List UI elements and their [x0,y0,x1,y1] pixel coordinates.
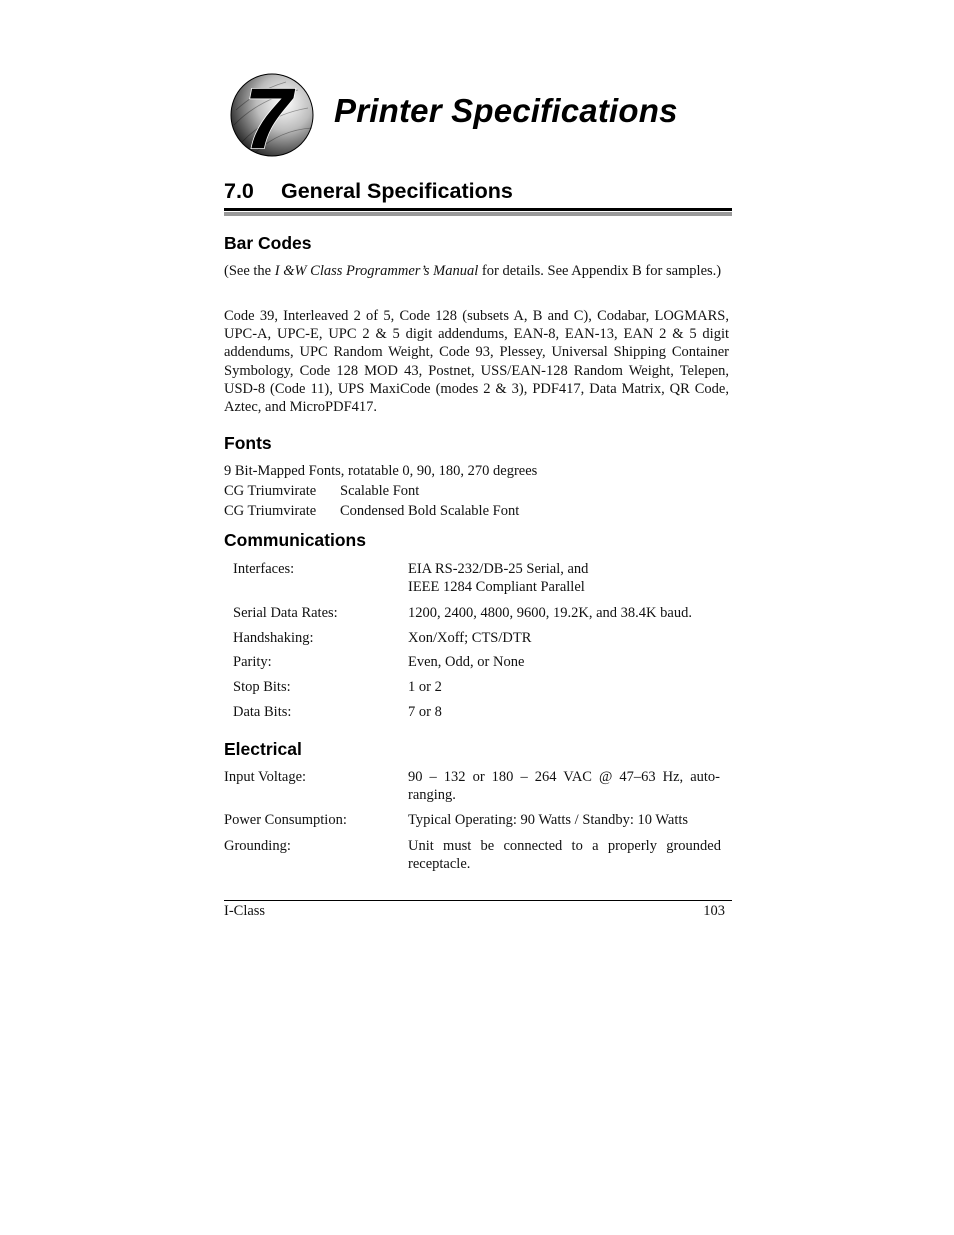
section-rule [224,208,732,211]
chapter-header [228,70,732,162]
barcodes-list: Code 39, Interleaved 2 of 5, Code 128 (subsets A, B and C), Codabar, LOGMARS, UPC-A, UPC-E, UPC 2 & 5 digit addendums, EAN-8, EAN-13, EAN 2 & 5 digit addendums, UPC Random Weight, Code 93, Plessey, Universal Shipping Container Symbology, Code 128 MOD 43, Postnet, USS/EAN-128 Random Weight, Telepen, USD-8 (Code 11), UPS MaxiCode (modes 2 & 3), PDF417, Data Matrix, QR Code, Aztec, and MicroPDF417. [224,308,729,416]
section-number: 7.0 [224,179,254,203]
fonts-heading: Fonts [224,433,272,453]
chapter-number-badge [228,70,314,158]
page-number: 103 [703,903,725,919]
fonts-row: CG Triumvirate Scalable Font [224,483,420,499]
footer-title: I-Class [224,903,266,919]
manual-title: I &W Class Programmer’s Manual [274,263,479,279]
electrical-heading: Electrical [224,739,302,759]
barcodes-heading: Bar Codes [224,233,312,253]
section-rule-shadow [224,212,732,216]
fonts-row: CG Triumvirate Condensed Bold Scalable Font [224,503,520,519]
footer-rule [224,900,732,901]
communications-heading: Communications [224,530,366,550]
section-title: General Specifications [281,179,513,203]
section-heading [224,179,513,204]
barcodes-note: (See the I &W Class Programmer’s Manual for details. See Appendix B for samples.) [224,263,722,279]
chapter-number: 7 [244,71,292,158]
chapter-title: Printer Specifications [334,92,678,129]
fonts-line-bitmapped: 9 Bit-Mapped Fonts, rotatable 0, 90, 180, 270 degrees [224,463,538,479]
